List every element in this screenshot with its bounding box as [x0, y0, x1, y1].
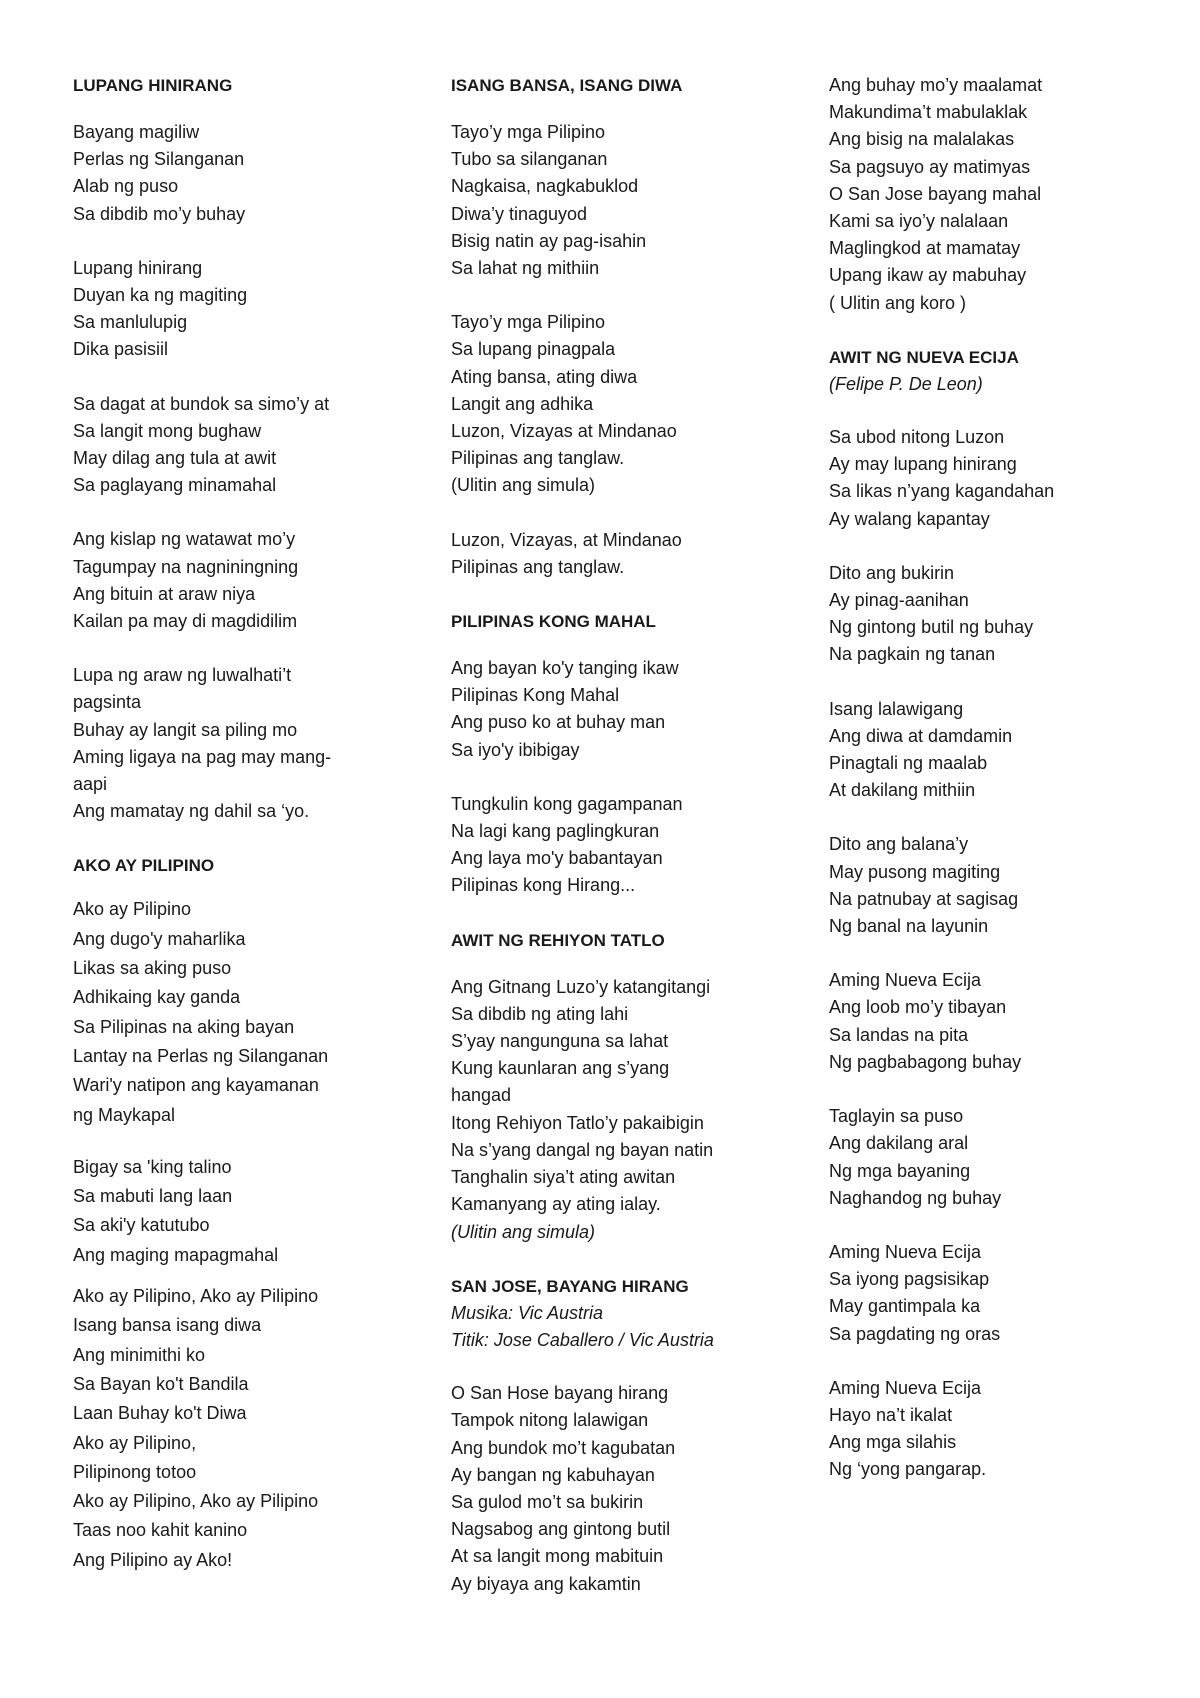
stanza — [451, 974, 791, 1219]
lyric-line: Taglayin sa puso — [829, 1106, 964, 1127]
song-ako — [73, 852, 373, 1575]
lyric-line: Sa likas n’yang kagandahan — [829, 481, 1055, 502]
lyric-line: (Ulitin ang simula) — [451, 475, 596, 496]
lyric-line: Aming Nueva Ecija — [829, 1241, 982, 1262]
song-rehiyon-tatlo — [451, 927, 791, 1246]
lyric-line: ng Maykapal — [73, 1104, 176, 1125]
song-san-jose — [451, 1273, 791, 1598]
lyric-line: aapi — [73, 774, 108, 795]
stanza — [829, 696, 1159, 805]
lyric-line: Aming ligaya na pag may mang- — [73, 746, 332, 767]
lyric-line: Dito ang bukirin — [829, 562, 955, 583]
lyric-line: Lupang hinirang — [73, 257, 203, 278]
lyric-line: Kailan pa may di magdidilim — [73, 611, 298, 632]
lyric-line: Taas noo kahit kanino — [73, 1520, 248, 1541]
stanza — [73, 895, 373, 1129]
stanza — [451, 309, 791, 499]
lyric-line: Ang buhay mo’y maalamat — [829, 75, 1043, 95]
lyric-line: Lantay na Perlas ng Silanganan — [73, 1045, 329, 1066]
lyric-line: Na lagi kang paglingkuran — [451, 821, 660, 842]
lyric-line: Maglingkod at mamatay — [829, 238, 1021, 259]
lyric-line: Na pagkain ng tanan — [829, 644, 996, 665]
lyric-line: Sa iyo'y ibibigay — [451, 739, 580, 760]
repeat-note: (Ulitin ang simula) — [451, 1221, 596, 1242]
lyric-line: Ako ay Pilipino, Ako ay Pilipino — [73, 1491, 319, 1512]
lyric-line: Luzon, Vizayas, at Mindanao — [451, 529, 682, 550]
lyric-line: Ang minimithi ko — [73, 1344, 206, 1365]
song-title: PILIPINAS KONG MAHAL — [451, 612, 656, 632]
lyric-line: Pilipinas ang tanglaw. — [451, 556, 625, 577]
lyric-line: Pilipinas ang tanglaw. — [451, 448, 625, 469]
lyric-line: Ang mamatay ng dahil sa ‘yo. — [73, 801, 310, 822]
lyric-line: May gantimpala ka — [829, 1296, 981, 1317]
lyric-line: Hayo na’t ikalat — [829, 1404, 953, 1425]
stanza — [73, 255, 373, 364]
lyric-line: Na s’yang dangal ng bayan natin — [451, 1139, 714, 1160]
stanza — [829, 424, 1159, 533]
stanza — [451, 655, 791, 764]
lyric-line: Ang dugo'y maharlika — [73, 928, 246, 949]
lyric-line: Upang ikaw ay mabuhay — [829, 265, 1027, 286]
column-2 — [451, 72, 791, 1598]
lyric-line: Ako ay Pilipino, — [73, 1432, 197, 1453]
lyric-line: Tungkulin kong gagampanan — [451, 793, 683, 814]
lyric-line: Tubo sa silanganan — [451, 149, 608, 170]
lyric-line: Tampok nitong lalawigan — [451, 1410, 649, 1431]
lyric-line: Ang bituin at araw niya — [73, 583, 256, 604]
lyric-line: Dito ang balana’y — [829, 834, 969, 855]
song-isang-bansa — [451, 72, 791, 581]
lyric-line: Pinagtali ng maalab — [829, 753, 988, 774]
lyric-line: Langit ang adhika — [451, 393, 594, 414]
song-credits — [451, 1300, 791, 1354]
lyric-line: Tayo’y mga Pilipino — [451, 122, 606, 142]
lyric-line: Sa dibdib mo’y buhay — [73, 203, 246, 224]
lyric-line: Pilipinas Kong Mahal — [451, 685, 620, 706]
lyric-line: Ng gintong butil ng buhay — [829, 617, 1034, 638]
lyric-line: Pilipinas kong Hirang... — [451, 875, 636, 896]
lyric-line: Ng ‘yong pangarap. — [829, 1459, 987, 1480]
lyric-line: Alab ng puso — [73, 176, 179, 197]
lyric-line: Ang dakilang aral — [829, 1133, 969, 1154]
lyric-line: Isang lalawigang — [829, 698, 964, 719]
lyric-line: Tanghalin siya’t ating awitan — [451, 1167, 676, 1188]
lyric-line: Ay walang kapantay — [829, 508, 990, 529]
lyric-line: Bigay sa 'king talino — [73, 1156, 232, 1177]
song-title: LUPANG HINIRANG — [73, 76, 233, 95]
lyric-line: Sa Pilipinas na aking bayan — [73, 1016, 295, 1037]
lyric-line: Ang Gitnang Luzo’y katangitangi — [451, 976, 711, 997]
lyric-line: Ang mga silahis — [829, 1432, 957, 1453]
lyric-line: Dika pasisiil — [73, 339, 169, 360]
lyric-line: Nagkaisa, nagkabuklod — [451, 176, 639, 197]
lyric-line: May pusong magiting — [829, 861, 1001, 882]
song-credits — [829, 371, 1159, 398]
stanza — [73, 119, 373, 228]
lyric-line: Bisig natin ay pag-isahin — [451, 230, 647, 251]
stanza — [829, 1375, 1159, 1484]
credit-line: Musika: Vic Austria — [451, 1302, 604, 1323]
lyric-line: Ang kislap ng watawat mo’y — [73, 529, 296, 550]
song-nueva-ecija — [829, 344, 1159, 1484]
column-3 — [829, 72, 1159, 1484]
song-title: AKO AY PILIPINO — [73, 856, 215, 876]
credit-line: Titik: Jose Caballero / Vic Austria — [451, 1329, 714, 1350]
song-lupang — [73, 72, 373, 825]
lyric-line: Ang diwa at damdamin — [829, 725, 1013, 746]
lyric-line: Perlas ng Silanganan — [73, 149, 245, 170]
lyric-line: O San Hose bayang hirang — [451, 1383, 669, 1404]
lyric-line: Diwa’y tinaguyod — [451, 203, 588, 224]
lyric-line: pagsinta — [73, 692, 142, 713]
lyric-line: Likas sa aking puso — [73, 958, 232, 979]
stanza — [73, 1153, 373, 1270]
lyric-line: Pilipinong totoo — [73, 1461, 197, 1482]
lyric-line: Ang bundok mo’t kagubatan — [451, 1437, 676, 1458]
lyric-line: Sa lupang pinagpala — [451, 339, 616, 360]
lyric-line: Kami sa iyo’y nalalaan — [829, 211, 1009, 232]
lyric-line: Sa dagat at bundok sa simo’y at — [73, 393, 330, 414]
stanza — [73, 526, 373, 635]
lyric-line: Ang laya mo'y babantayan — [451, 848, 663, 869]
lyric-line: Bayang magiliw — [73, 122, 200, 142]
lyric-line: May dilag ang tula at awit — [73, 448, 277, 469]
stanza — [451, 119, 791, 282]
lyric-line: Isang bansa isang diwa — [73, 1315, 262, 1336]
lyric-line: Adhikaing kay ganda — [73, 987, 241, 1008]
stanza — [829, 560, 1159, 669]
lyric-line: Sa aki'y katutubo — [73, 1215, 210, 1236]
stanza — [451, 1380, 791, 1598]
song-title: SAN JOSE, BAYANG HIRANG — [451, 1276, 689, 1296]
lyric-line: Ay bangan ng kabuhayan — [451, 1464, 655, 1485]
stanza — [73, 662, 373, 825]
stanza — [829, 1103, 1159, 1212]
lyric-line: Sa dibdib ng ating lahi — [451, 1003, 629, 1024]
lyric-line: Aming Nueva Ecija — [829, 1377, 982, 1398]
lyric-line: Duyan ka ng magiting — [73, 285, 248, 306]
lyric-line: Sa mabuti lang laan — [73, 1186, 233, 1207]
lyric-line: Makundima’t mabulaklak — [829, 102, 1028, 123]
lyric-line: Ang bayan ko'y tanging ikaw — [451, 658, 679, 679]
song-pilipinas-kong-mahal — [451, 608, 791, 900]
lyric-line: Sa gulod mo’t sa bukirin — [451, 1491, 644, 1512]
lyric-line: Ang maging mapagmahal — [73, 1244, 279, 1265]
lyric-line: Sa landas na pita — [829, 1024, 969, 1045]
lyric-line: Tayo’y mga Pilipino — [451, 312, 606, 333]
lyric-line: Sa iyong pagsisikap — [829, 1269, 990, 1290]
lyric-line: Wari'y natipon ang kayamanan — [73, 1075, 319, 1096]
lyric-line: Ang bisig na malalakas — [829, 129, 1015, 150]
lyric-line: Ating bansa, ating diwa — [451, 366, 638, 387]
lyric-line: Sa lahat ng mithiin — [451, 258, 600, 279]
lyric-line: Ng pagbabagong buhay — [829, 1051, 1022, 1072]
lyric-line: Aming Nueva Ecija — [829, 970, 982, 991]
lyric-line: Ang puso ko at buhay man — [451, 712, 666, 733]
song-title: ISANG BANSA, ISANG DIWA — [451, 76, 683, 95]
lyric-line: hangad — [451, 1085, 512, 1106]
lyric-line: Lupa ng araw ng luwalhati’t — [73, 665, 292, 686]
lyric-line: Laan Buhay ko't Diwa — [73, 1403, 247, 1424]
song-title: AWIT NG NUEVA ECIJA — [829, 347, 1019, 367]
lyric-line: Naghandog ng buhay — [829, 1187, 1002, 1208]
lyric-line: ( Ulitin ang koro ) — [829, 292, 967, 313]
lyric-line: Kamanyang ay ating ialay. — [451, 1194, 661, 1215]
continued-stanza — [829, 72, 1159, 317]
lyric-line: Ang Pilipino ay Ako! — [73, 1549, 233, 1570]
stanza — [451, 791, 791, 900]
stanza — [73, 391, 373, 500]
lyric-line: Sa paglayang minamahal — [73, 475, 277, 496]
stanza — [829, 1239, 1159, 1348]
lyric-line: Sa pagsuyo ay matimyas — [829, 156, 1031, 177]
lyric-line: Sa langit mong bughaw — [73, 420, 262, 441]
lyric-line: Luzon, Vizayas at Mindanao — [451, 421, 677, 442]
lyric-line: Sa pagdating ng oras — [829, 1323, 1001, 1344]
stanza — [451, 527, 791, 581]
lyric-line: Ng mga bayaning — [829, 1160, 971, 1181]
stanza — [73, 1282, 373, 1575]
lyric-line: Ay biyaya ang kakamtin — [451, 1573, 641, 1594]
lyric-line: Sa manlulupig — [73, 312, 188, 333]
song-title: AWIT NG REHIYON TATLO — [451, 930, 665, 950]
lyric-line: Tagumpay na nagniningning — [73, 556, 299, 577]
stanza — [829, 967, 1159, 1076]
lyric-line: Ako ay Pilipino, Ako ay Pilipino — [73, 1286, 319, 1307]
lyric-line: Ng banal na layunin — [829, 916, 989, 937]
lyric-line: Na patnubay at sagisag — [829, 888, 1019, 909]
lyric-line: Ay may lupang hinirang — [829, 454, 1017, 475]
lyric-line: Ang loob mo’y tibayan — [829, 997, 1007, 1018]
lyric-line: S’yay nangunguna sa lahat — [451, 1031, 669, 1052]
lyric-line: O San Jose bayang mahal — [829, 183, 1042, 204]
lyric-line: At dakilang mithiin — [829, 780, 976, 801]
lyric-line: Ay pinag-aanihan — [829, 590, 969, 611]
credit-line: (Felipe P. De Leon) — [829, 373, 983, 394]
lyric-line: Nagsabog ang gintong butil — [451, 1519, 671, 1540]
lyric-line: Buhay ay langit sa piling mo — [73, 719, 298, 740]
lyric-line: At sa langit mong mabituin — [451, 1546, 664, 1567]
stanza — [829, 831, 1159, 940]
column-1 — [73, 72, 373, 1575]
lyric-line: Kung kaunlaran ang s’yang — [451, 1058, 670, 1079]
lyric-line: Sa ubod nitong Luzon — [829, 427, 1005, 448]
lyric-line: Itong Rehiyon Tatlo’y pakaibigin — [451, 1112, 704, 1133]
lyric-line: Sa Bayan ko't Bandila — [73, 1373, 249, 1394]
lyric-line: Ako ay Pilipino — [73, 899, 192, 920]
